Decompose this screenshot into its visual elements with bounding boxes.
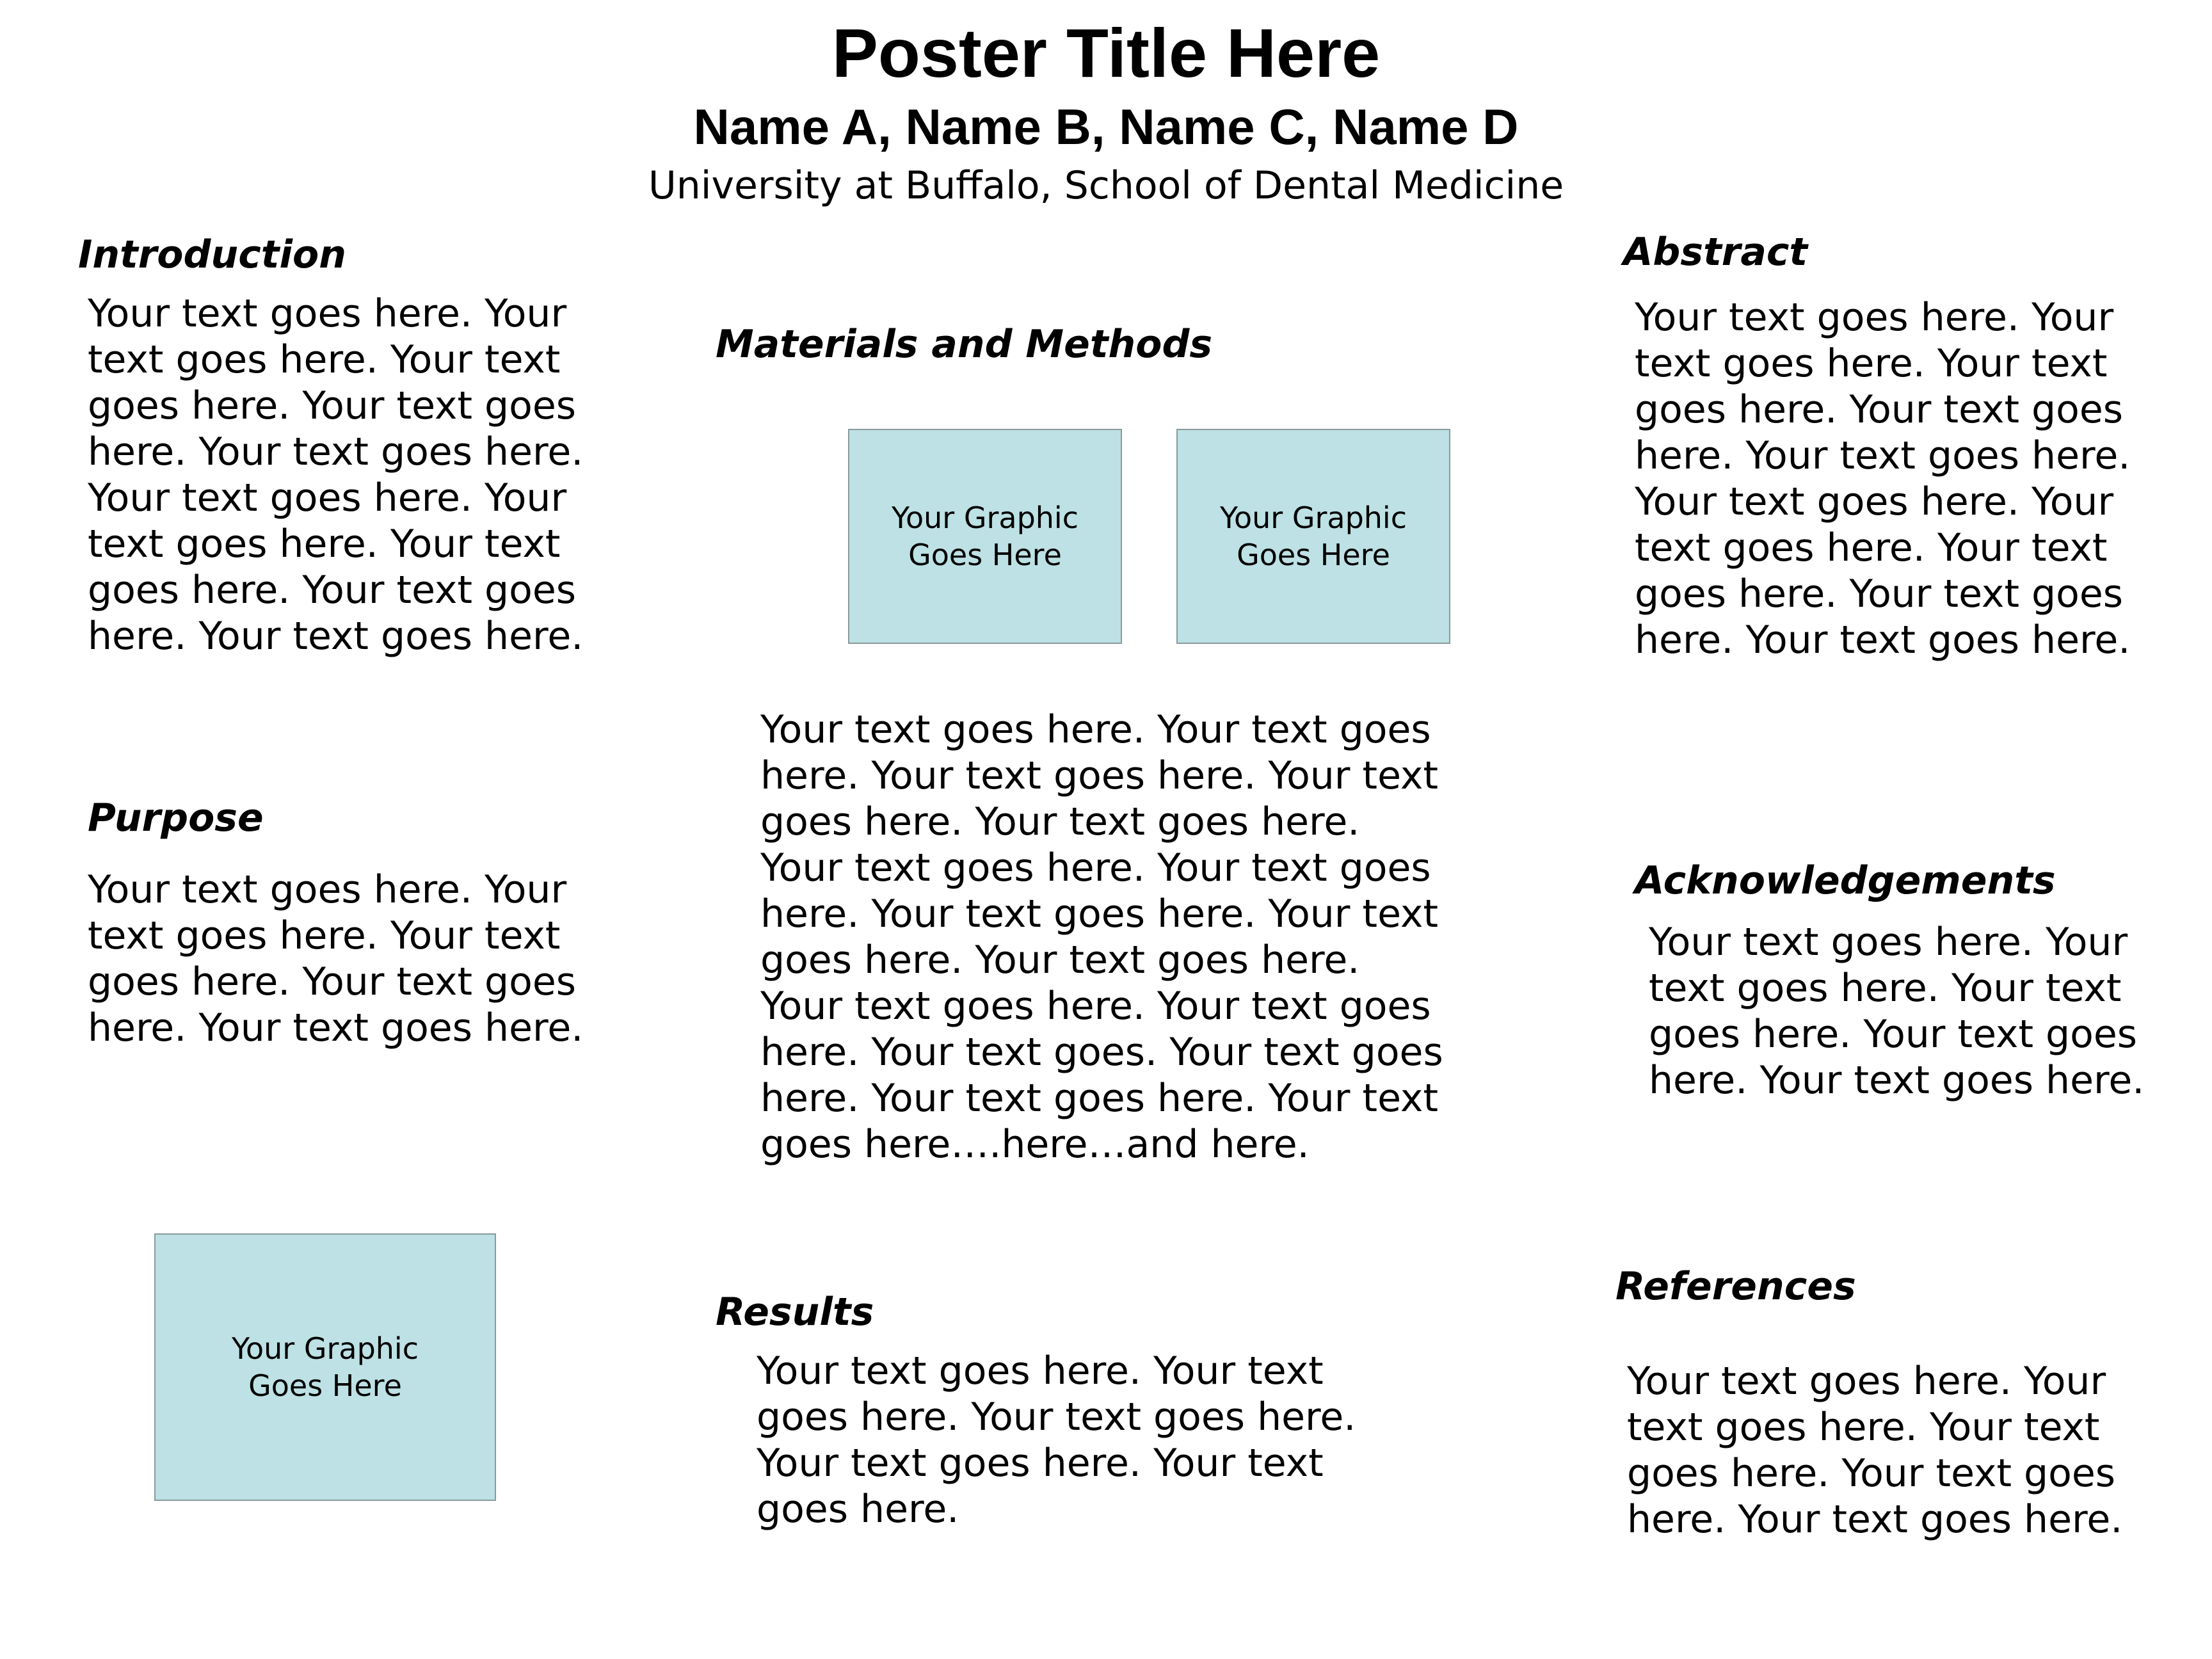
abstract-heading: Abstract — [1623, 230, 1808, 275]
references-heading: References — [1615, 1264, 1856, 1309]
acknowledgements-text: Your text goes here. Your text goes here. Your text goes here. Your text goes here. Your text goes here. — [1649, 920, 2145, 1103]
introduction-heading: Introduction — [78, 232, 346, 277]
references-text: Your text goes here. Your text goes here. Your text goes here. Your text goes here. Your text goes here. — [1627, 1359, 2123, 1542]
poster-title: Poster Title Here — [831, 14, 1381, 92]
poster-authors: Name A, Name B, Name C, Name D — [693, 99, 1519, 155]
poster-affiliation: University at Buffalo, School of Dental Medicine — [648, 163, 1564, 208]
abstract-text: Your text goes here. Your text goes here. Your text goes here. Your text goes here. Your text goes here. Your text goes here. Your text goes here. Your text goes here. Your text goes here. Your text goes here. — [1635, 295, 2131, 662]
purpose-text: Your text goes here. Your text goes here. Your text goes here. Your text goes here. Your text goes here. — [88, 867, 584, 1050]
graphic-placeholder-methods-2: Your Graphic Goes Here — [1176, 429, 1450, 644]
materials-methods-heading: Materials and Methods — [716, 322, 1213, 367]
acknowledgements-heading: Acknowledgements — [1635, 858, 2056, 903]
results-heading: Results — [716, 1290, 874, 1334]
introduction-text: Your text goes here. Your text goes here. Your text goes here. Your text goes here. Your text goes here. Your text goes here. Your text goes here. Your text goes here. Your text goes here. Your text goes here. — [88, 291, 584, 659]
results-text: Your text goes here. Your text goes here. Your text goes here. Your text goes here. Your text goes here. — [757, 1349, 1356, 1532]
graphic-placeholder-left: Your Graphic Goes Here — [154, 1233, 496, 1501]
purpose-heading: Purpose — [88, 796, 264, 840]
graphic-placeholder-methods-1: Your Graphic Goes Here — [848, 429, 1122, 644]
materials-methods-text: Your text goes here. Your text goes here. Your text goes here. Your text goes here. Your text goes here. Your text goes here. Your text goes here. Your text goes here. Your text goes here. Your text goes here. Your text goes here. Your text goes here. Your text goes. Your text goes here. Your text goes here. Your text goes here….here…and here. — [760, 707, 1443, 1167]
